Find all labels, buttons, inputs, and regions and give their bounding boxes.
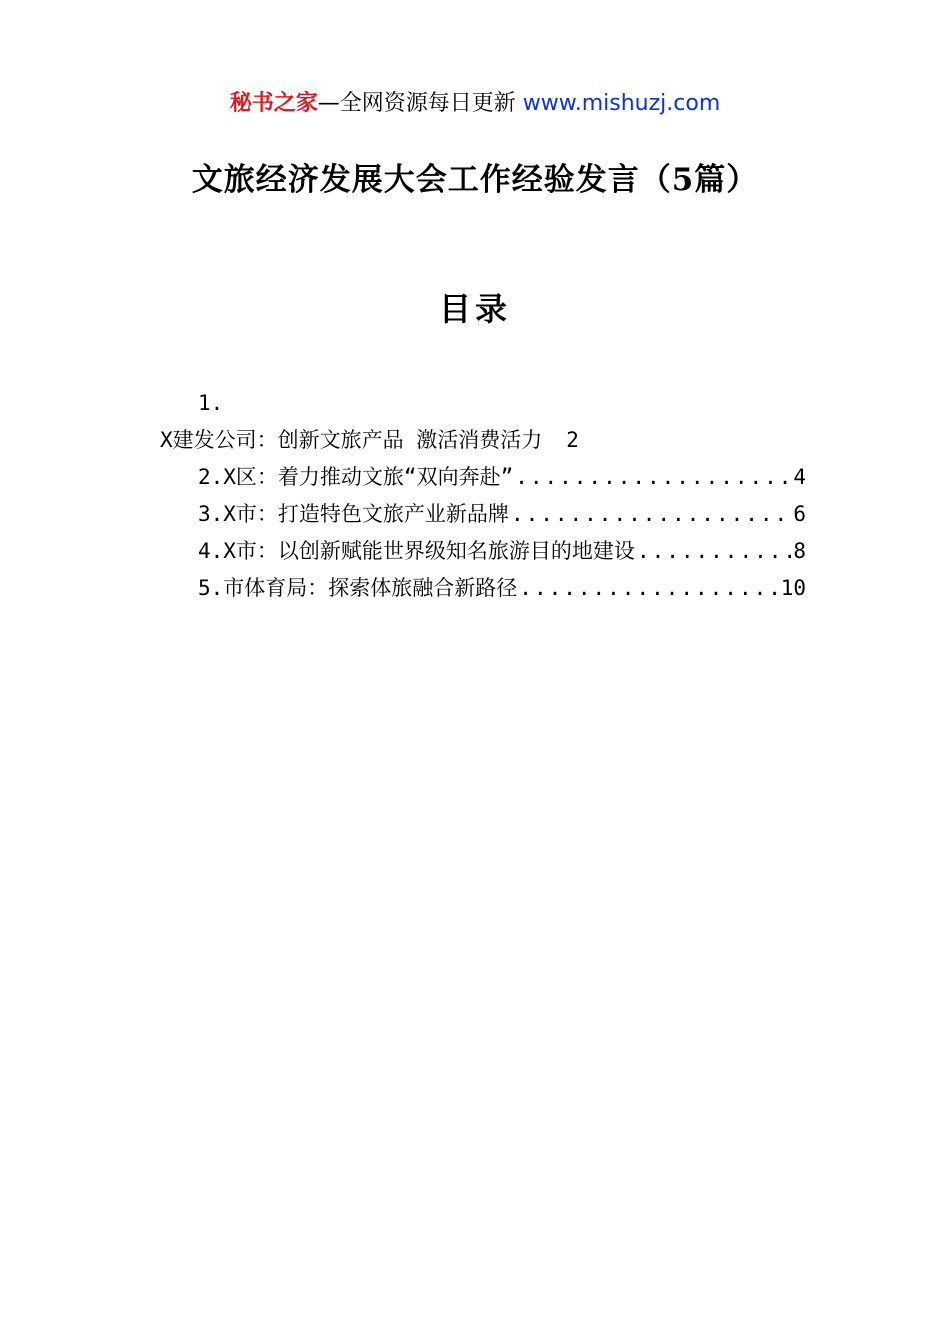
toc-item-title: 5.市体育局：探索体旅融合新路径 xyxy=(198,576,518,600)
site-slogan: —全网资源每日更新 xyxy=(317,91,516,116)
toc-leader-dots xyxy=(515,459,791,496)
toc-heading: 目录 xyxy=(438,290,511,328)
toc-item[interactable] xyxy=(160,422,810,459)
toc-item[interactable] xyxy=(160,496,806,533)
toc-item[interactable] xyxy=(160,459,806,496)
site-url-link[interactable]: www.mishuzj.com xyxy=(522,91,721,116)
toc-item-page: 2 xyxy=(566,428,579,452)
table-of-contents xyxy=(160,384,810,607)
document-title: 文旅经济发展大会工作经验发言（5篇） xyxy=(191,162,759,198)
toc-item-title: 3.X市：打造特色文旅产业新品牌 xyxy=(198,502,509,526)
toc-leader-dots xyxy=(519,570,778,607)
toc-item-title: X建发公司：创新文旅产品 激活消费活力 xyxy=(160,428,543,452)
toc-item-page: 8 xyxy=(793,539,806,563)
toc-item-page: 4 xyxy=(793,465,806,489)
toc-item-1-number: 1. xyxy=(198,391,224,415)
toc-leader-dots xyxy=(637,533,791,570)
toc-leader-dots xyxy=(511,496,791,533)
toc-item-title: 2.X区：着力推动文旅“双向奔赴” xyxy=(198,465,514,489)
toc-item[interactable] xyxy=(160,533,806,570)
toc-item[interactable] xyxy=(160,570,806,607)
toc-item-title: 4.X市：以创新赋能世界级知名旅游目的地建设 xyxy=(198,539,635,563)
site-brand: 秘书之家 xyxy=(229,91,318,116)
site-header xyxy=(0,88,950,120)
toc-item-page: 10 xyxy=(780,576,806,600)
toc-item-page: 6 xyxy=(793,502,806,526)
